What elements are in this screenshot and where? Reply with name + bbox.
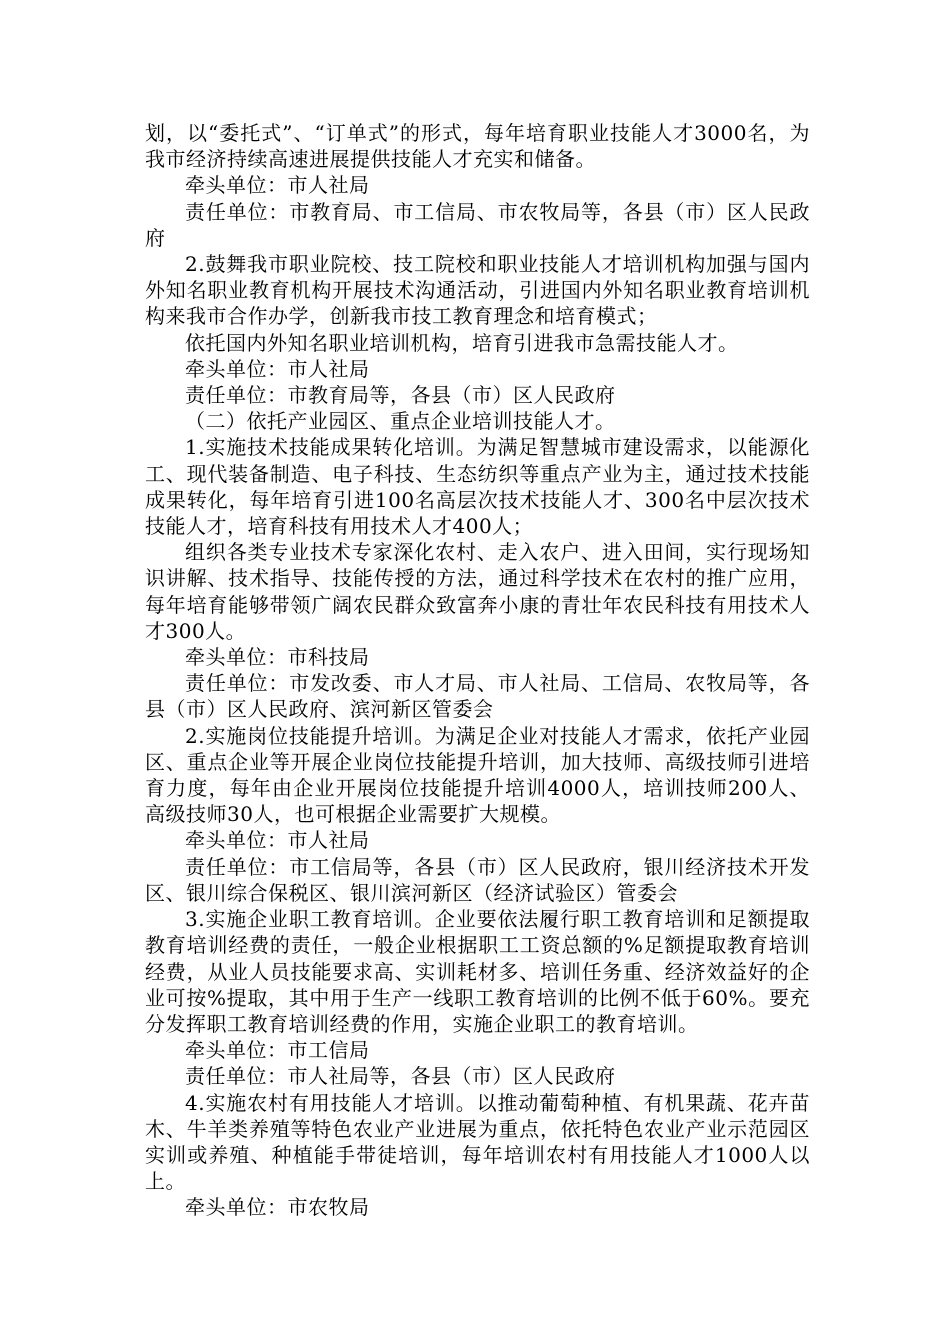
paragraph-lead-unit: 牵头单位：市人社局 <box>185 173 370 198</box>
paragraph-item-1: 1.实施技术技能成果转化培训。为满足智慧城市建设需求，以能源化工、现代装备制造、电子科技、生态纺织等重点产业为主，通过技术技能成果转化，每年培育引进100名高层次技术技能人才、300名中层次技术技能人才，培育科技有用技术人才400人； <box>145 435 810 539</box>
paragraph-responsible-unit: 责任单位：市发改委、市人才局、市人社局、工信局、农牧局等，各县（市）区人民政府、滨河新区管委会 <box>145 671 810 722</box>
paragraph-responsible-unit: 责任单位：市工信局等，各县（市）区人民政府，银川经济技术开发区、银川综合保税区、银川滨河新区（经济试验区）管委会 <box>145 854 810 905</box>
paragraph-responsible-unit: 责任单位：市教育局等，各县（市）区人民政府 <box>185 383 616 408</box>
paragraph-item-2: 2.鼓舞我市职业院校、技工院校和职业技能人才培训机构加强与国内外知名职业教育机构开展技术沟通活动，引进国内外知名职业教育培训机构来我市合作办学，创新我市技工教育理念和培育模式； <box>145 252 810 329</box>
paragraph-continuation: 划，以“委托式”、“订单式”的形式，每年培育职业技能人才3000名，为我市经济持续高速进展提供技能人才充实和储备。 <box>145 121 810 172</box>
paragraph-lead-unit: 牵头单位：市农牧局 <box>185 1195 370 1220</box>
paragraph-lead-unit: 牵头单位：市科技局 <box>185 645 370 670</box>
paragraph-item-4: 4.实施农村有用技能人才培训。以推动葡萄种植、有机果蔬、花卉苗木、牛羊类养殖等特色农业产业进展为重点，依托特色农业产业示范园区实训或养殖、种植能手带徒培训，每年培训农村有用技能人才1000人以上。 <box>145 1090 810 1194</box>
document-body <box>145 120 810 1221</box>
paragraph-lead-unit: 牵头单位：市工信局 <box>185 1038 370 1063</box>
paragraph-item-2: 2.实施岗位技能提升培训。为满足企业对技能人才需求，依托产业园区、重点企业等开展企业岗位技能提升培训，加大技师、高级技师引进培育力度，每年由企业开展岗位技能提升培训4000人，培训技师200人、高级技师30人，也可根据企业需要扩大规模。 <box>145 723 810 827</box>
paragraph-text: 组织各类专业技术专家深化农村、走入农户、进入田间，实行现场知识讲解、技术指导、技能传授的方法，通过科学技术在农村的推广应用，每年培育能够带领广阔农民群众致富奔小康的青壮年农民科技有用技术人才300人。 <box>145 540 810 643</box>
paragraph-responsible-unit: 责任单位：市人社局等，各县（市）区人民政府 <box>185 1064 616 1089</box>
section-heading: （二）依托产业园区、重点企业培训技能人才。 <box>185 409 616 434</box>
paragraph-lead-unit: 牵头单位：市人社局 <box>185 356 370 381</box>
paragraph-lead-unit: 牵头单位：市人社局 <box>185 828 370 853</box>
paragraph-responsible-unit: 责任单位：市教育局、市工信局、市农牧局等，各县（市）区人民政府 <box>145 199 810 250</box>
paragraph-text: 依托国内外知名职业培训机构，培育引进我市急需技能人才。 <box>185 330 739 355</box>
paragraph-item-3: 3.实施企业职工教育培训。企业要依法履行职工教育培训和足额提取教育培训经费的责任，一般企业根据职工工资总额的%足额提取教育培训经费，从业人员技能要求高、实训耗材多、培训任务重、经济效益好的企业可按%提取，其中用于生产一线职工教育培训的比例不低于60%。要充分发挥职工教育培训经费的作用，实施企业职工的教育培训。 <box>145 907 810 1036</box>
